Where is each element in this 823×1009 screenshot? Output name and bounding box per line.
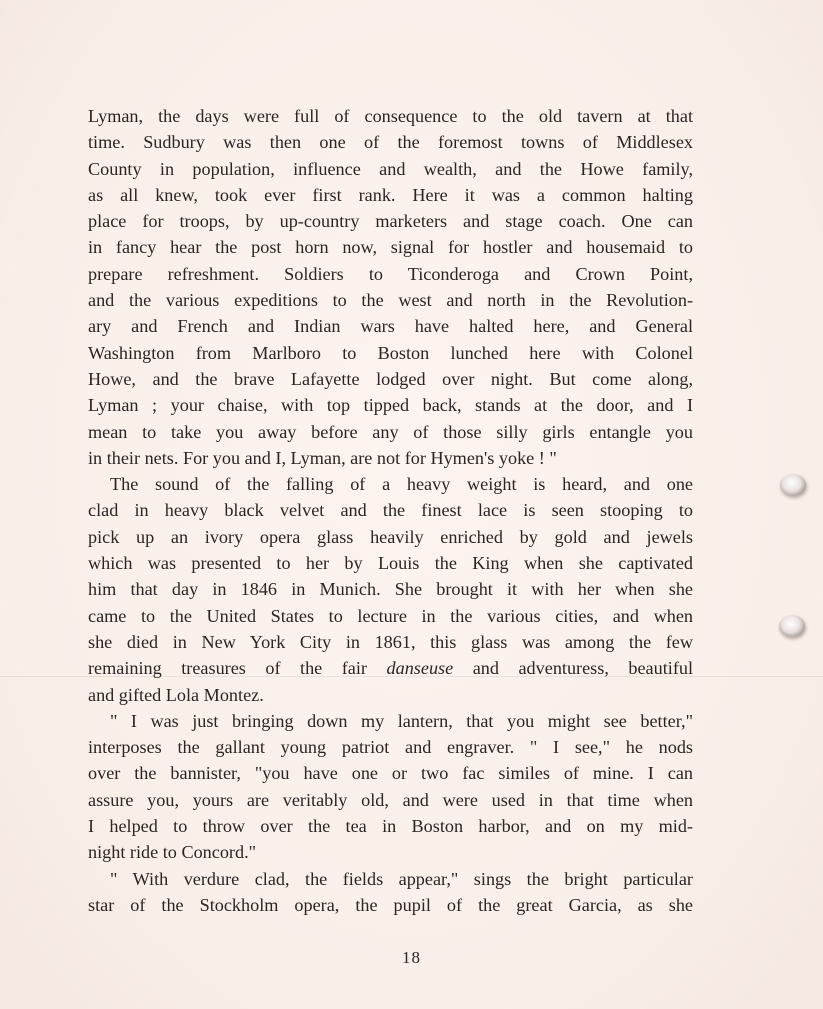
text-line: in their nets. For you and I, Lyman, are not for Hymen's yoke ! " — [88, 447, 557, 468]
text-line: star of the Stockholm opera, the pupil of the great Garcia, as she — [88, 894, 693, 915]
text-line: which was presented to her by Louis the King when she captivated — [88, 553, 693, 574]
text-line: in fancy hear the post horn now, signal for hostler and housemaid to — [88, 237, 693, 258]
text-line: clad in heavy black velvet and the finest lace is seen stooping to — [88, 500, 693, 521]
text-line: " With verdure clad, the fields appear," sings the bright particular — [110, 868, 693, 889]
text-line: Lyman, the days were full of consequence to the old tavern at that — [88, 106, 693, 126]
text-line: him that day in 1846 in Munich. She brought it with her when she — [88, 579, 693, 600]
text-line: County in population, influence and wealth, and the Howe family, — [88, 158, 693, 179]
binding-hole-upper — [780, 474, 806, 496]
text-line: Lyman ; your chaise, with top tipped back, stands at the door, and I — [88, 395, 693, 416]
text-line: and gifted Lola Montez. — [88, 684, 264, 705]
text-line: " I was just bringing down my lantern, that you might see better," — [110, 710, 693, 731]
text-line: she died in New York City in 1861, this glass was among the few — [88, 631, 693, 652]
text-line: time. Sudbury was then one of the foremost towns of Middlesex — [88, 132, 693, 153]
text-line: Washington from Marlboro to Boston lunched here with Colonel — [88, 342, 693, 363]
page-number: 18 — [402, 948, 421, 967]
text-line: pick up an ivory opera glass heavily enriched by gold and jewels — [88, 526, 693, 547]
text-line: I helped to throw over the tea in Boston harbor, and on my mid- — [88, 816, 693, 837]
text-line — [88, 655, 693, 681]
italic-word: danseuse — [386, 658, 454, 679]
text-fragment: and adventuress, beautiful — [472, 658, 694, 679]
text-line: place for troops, by up-country marketers and stage coach. One can — [88, 211, 693, 232]
text-line: night ride to Concord." — [88, 842, 257, 863]
text-fragment: remaining treasures of the fair — [88, 658, 367, 679]
text-line: assure you, yours are veritably old, and were used in that time when — [88, 789, 693, 810]
text-line: ary and French and Indian wars have halted here, and General — [88, 316, 693, 337]
text-line: came to the United States to lecture in the various cities, and when — [88, 605, 693, 626]
text-line: The sound of the falling of a heavy weight is heard, and one — [110, 474, 693, 495]
text-line: Howe, and the brave Lafayette lodged over night. But come along, — [88, 368, 693, 389]
text-line: prepare refreshment. Soldiers to Ticonderoga and Crown Point, — [88, 263, 693, 284]
binding-hole-lower — [779, 615, 805, 637]
text-line: mean to take you away before any of those silly girls entangle you — [88, 421, 693, 442]
text-line: and the various expeditions to the west and north in the Revolution- — [88, 290, 693, 311]
text-line: interposes the gallant young patriot and engraver. " I see," he nods — [88, 737, 693, 758]
body-text — [88, 103, 693, 918]
text-line: over the bannister, "you have one or two fac similes of mine. I can — [88, 763, 693, 784]
text-line: as all knew, took ever first rank. Here it was a common halting — [88, 184, 693, 205]
